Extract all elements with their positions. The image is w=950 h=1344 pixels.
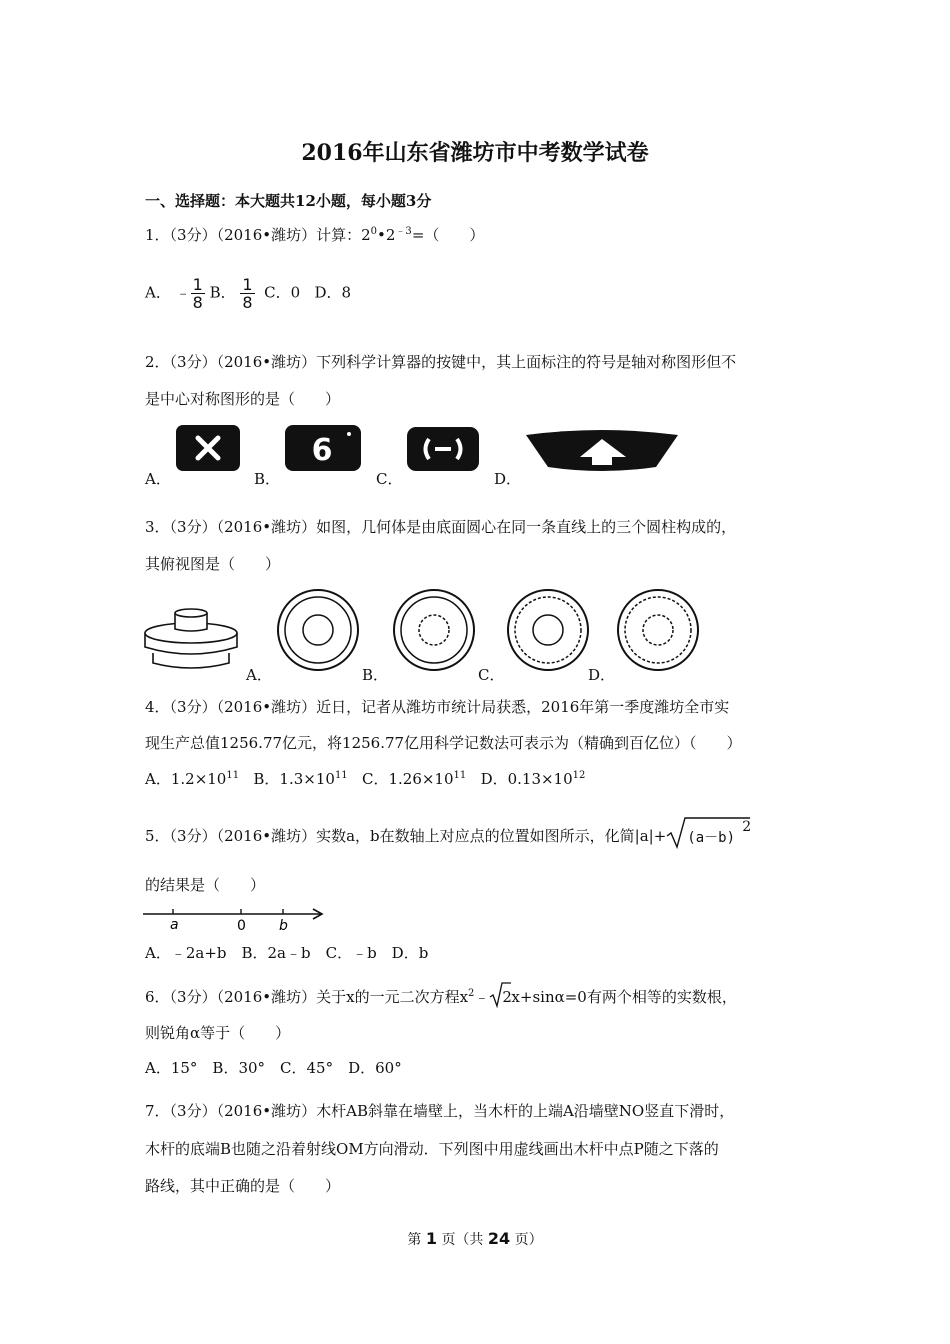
top-view-option-c-icon: [504, 588, 592, 672]
question-3-line-2: 其俯视图是（ ）: [145, 555, 281, 573]
question-2-option-d: D．: [494, 470, 522, 488]
number-line-icon: [143, 903, 327, 933]
sqrt-two: 2: [489, 987, 511, 1007]
question-1-options: A． ﹣ $\frac{1}{8}$ B． $\frac{1}{8}$ C．0 D．8: [145, 275, 352, 312]
cylinder-solid-icon: [143, 603, 239, 673]
question-4-line-2: 现生产总值1256.77亿元，将1256.77亿用科学记数法可表示为（精确到百亿位）（ ）: [145, 734, 742, 752]
multiply-key-icon: [174, 423, 242, 473]
question-3-option-c: C．: [478, 666, 505, 684]
question-2-option-a: A．: [145, 470, 171, 488]
top-view-option-b-icon: [390, 588, 478, 672]
number-line-label-b: b: [279, 918, 288, 933]
section-heading: 一、选择题：本大题共12小题，每小题3分: [145, 192, 432, 210]
number-line-label-0: 0: [237, 918, 246, 933]
question-2-line-1: 2．（3分）（2016•潍坊）下列科学计算器的按键中，其上面标注的符号是轴对称图形但不: [145, 353, 737, 371]
question-3-option-b: B．: [362, 666, 389, 684]
question-6-line-1: 6．（3分）（2016•潍坊）关于x的一元二次方程$x^2﹣$ 2 x+sinα=0有两个相等的实数根，: [145, 987, 737, 1007]
sqrt-a-minus-b-squared: (a－b) 2: [666, 826, 752, 846]
top-view-option-a-icon: [274, 588, 362, 672]
question-5-line-2: 的结果是（ ）: [145, 876, 266, 894]
question-7-line-2: 木杆的底端B也随之沿着射线OM方向滑动．下列图中用虚线画出木杆中点P随之下落的: [145, 1140, 719, 1158]
fraction-one-eighth: $\frac{1}{8}$: [242, 275, 253, 312]
question-7-line-1: 7．（3分）（2016•潍坊）木杆AB斜靠在墙壁上，当木杆的上端A沿墙壁NO竖直下滑时，: [145, 1102, 735, 1120]
question-2-option-c: C．: [376, 470, 403, 488]
question-5-line-1: 5．（3分）（2016•潍坊）实数a，b在数轴上对应点的位置如图所示，化简|a|+ (a－b) 2: [145, 826, 752, 846]
question-6-line-2: 则锐角α等于（ ）: [145, 1024, 291, 1042]
number-line-label-a: a: [170, 917, 179, 933]
negative-key-icon: [405, 425, 481, 473]
question-2-line-2: 是中心对称图形的是（ ）: [145, 390, 341, 408]
exam-title: 2016年山东省潍坊市中考数学试卷: [301, 140, 649, 166]
fraction-one-eighth-negative: $\frac{1}{8}$: [192, 275, 203, 312]
question-4-options: A．$1.2\times 10^{11}$ B．$1.3\times 10^{11}$ C．$1.26\times 10^{11}$ D．$0.13\times 10^{12}$: [145, 770, 586, 788]
question-3-line-1: 3．（3分）（2016•潍坊）如图，几何体是由底面圆心在同一条直线上的三个圆柱构成的，: [145, 518, 737, 536]
top-view-option-d-icon: [614, 588, 702, 672]
question-3-option-a: A．: [246, 666, 272, 684]
question-3-option-d: D．: [588, 666, 616, 684]
question-2-option-b: B．: [254, 470, 281, 488]
question-7-line-3: 路线，其中正确的是（ ）: [145, 1177, 341, 1195]
question-1-stem: 1．（3分）（2016•潍坊）计算：$2^0•2^{﹣3}=$（ ）: [145, 226, 485, 244]
up-arrow-key-icon: [522, 427, 682, 475]
six-key-label: 6: [311, 433, 333, 468]
six-key-icon: [283, 423, 363, 473]
question-4-line-1: 4．（3分）（2016•潍坊）近日，记者从潍坊市统计局获悉，2016年第一季度潍坊全市实: [145, 698, 730, 716]
question-5-options: A．﹣2a+b B．2a﹣b C．﹣b D．b: [145, 944, 429, 962]
page-footer: 第 1 页（共 24 页）: [407, 1229, 543, 1248]
question-6-options: A．15° B．30° C．45° D．60°: [145, 1059, 402, 1077]
